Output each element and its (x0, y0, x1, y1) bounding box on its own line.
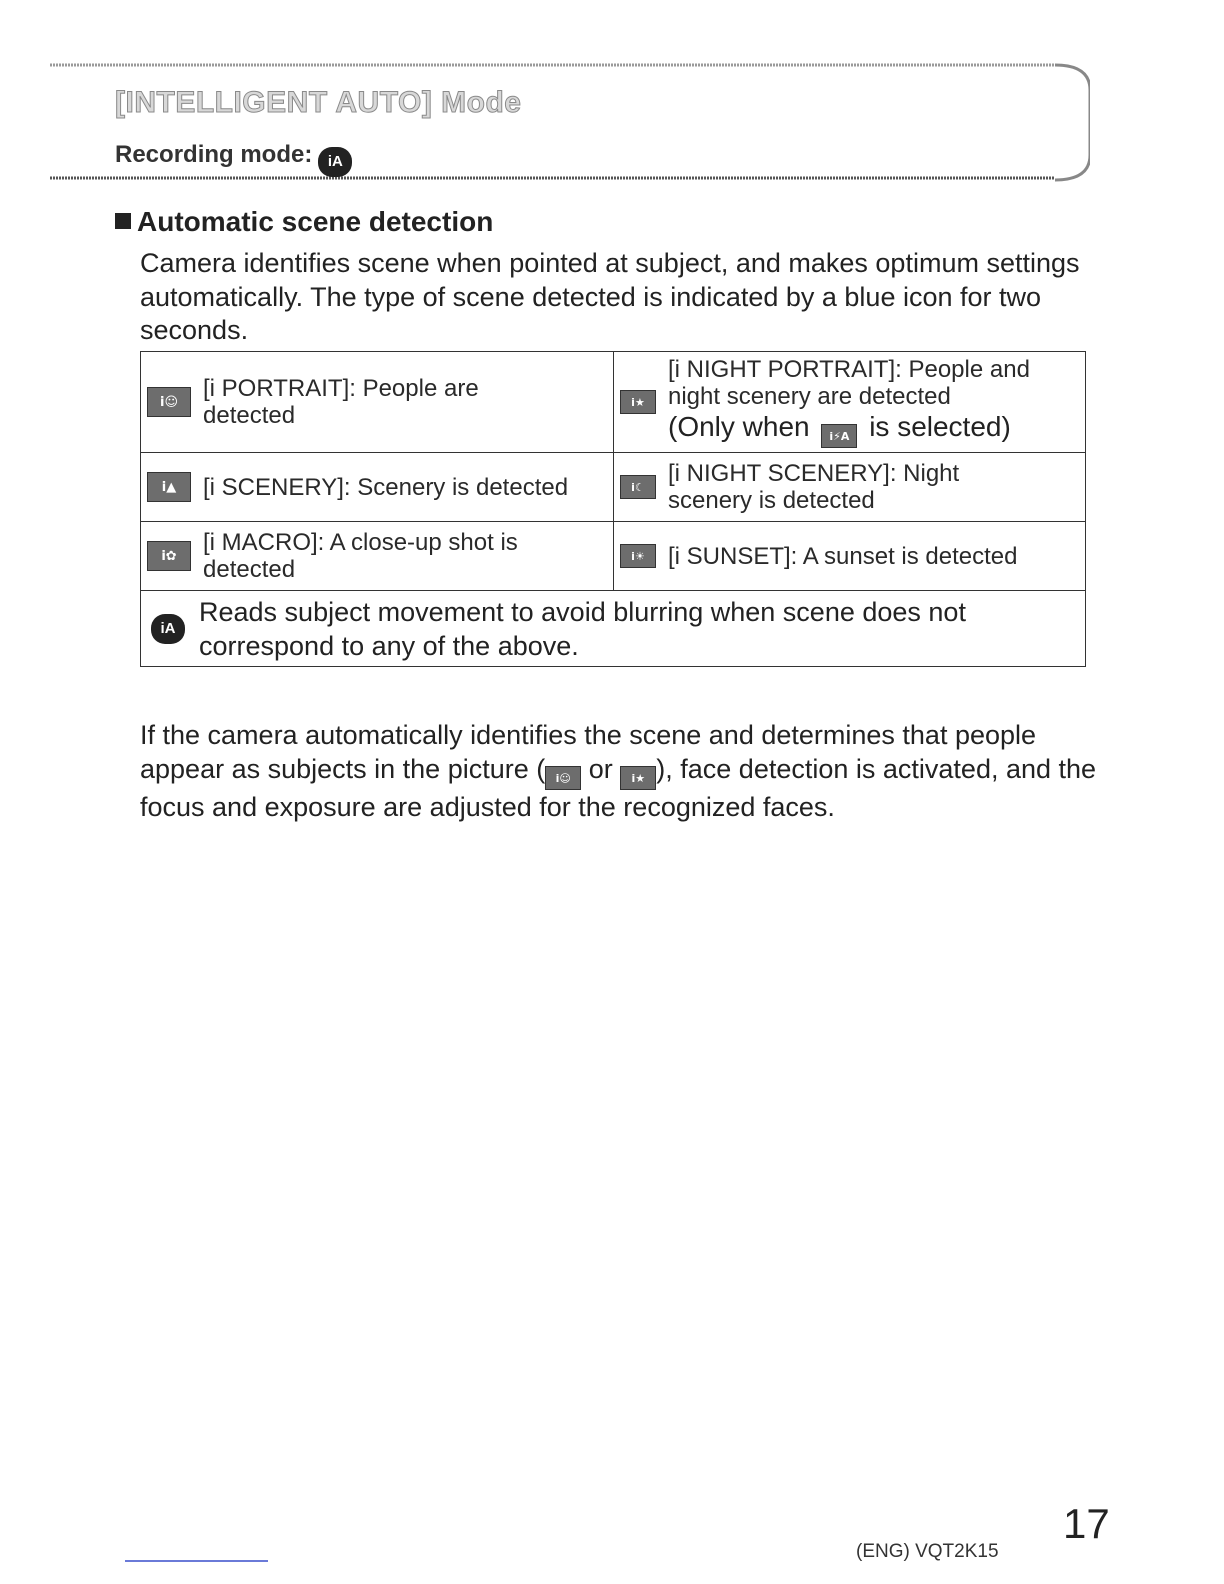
link-underline[interactable] (125, 1560, 268, 1562)
square-bullet-icon (115, 213, 131, 229)
night-portrait-note (668, 410, 1085, 448)
intelligent-auto-flash-icon: i⚡A (821, 424, 857, 448)
sunset-text: [i SUNSET]: A sunset is detected (668, 542, 1018, 570)
paragraph-part2: ), face detection is activated, and the focus and exposure are adjusted for the recognized faces. (140, 754, 1097, 822)
section-heading (115, 206, 493, 238)
table-cell (141, 352, 614, 453)
macro-text: [i MACRO]: A close-up shot is detected (203, 529, 518, 583)
sunset-scene-icon: i☀ (620, 544, 656, 568)
portrait-scene-icon: i☺ (545, 766, 581, 790)
table-cell (141, 522, 614, 591)
night-portrait-scene-icon: i★ (620, 390, 656, 414)
table-cell (614, 522, 1086, 591)
night-portrait-cell-text (668, 356, 1085, 448)
note-suffix: is selected) (869, 411, 1011, 442)
night-scenery-scene-icon: i☾ (620, 475, 656, 499)
fallback-text: Reads subject movement to avoid blurring when scene does not correspond to any of the above. (199, 596, 966, 661)
portrait-scene-icon: i☺ (147, 387, 191, 417)
intelligent-auto-icon: iA (318, 147, 352, 177)
page-number: 17 (1063, 1500, 1110, 1547)
paragraph-or: or (588, 754, 613, 784)
page-title: [INTELLIGENT AUTO] Mode (115, 86, 522, 119)
night-scenery-text: [i NIGHT SCENERY]: Night scenery is detected (668, 460, 960, 514)
table-cell (141, 453, 614, 522)
portrait-text: [i PORTRAIT]: People are detected (203, 375, 479, 429)
paragraph-part1: If the camera automatically identifies the scene and determines that people appear as subjects in the picture ( (140, 720, 1037, 784)
section-heading-text: Automatic scene detection (137, 206, 494, 237)
table-cell (614, 352, 1086, 453)
table-cell (614, 453, 1086, 522)
note-prefix: (Only when (668, 411, 810, 442)
intelligent-auto-icon: iA (151, 614, 185, 644)
table-cell (141, 591, 1086, 667)
scene-table (140, 351, 1086, 667)
document-code: (ENG) VQT2K15 (856, 1541, 999, 1562)
intro-text: Camera identifies scene when pointed at subject, and makes optimum settings automatically. The type of scene detected is indicated by a blue icon for two seconds. (140, 248, 1080, 345)
night-portrait-scene-icon: i★ (620, 766, 656, 790)
recording-mode-label: Recording mode: (115, 141, 313, 168)
macro-scene-icon: i✿ (147, 541, 191, 571)
face-detection-paragraph (140, 718, 1100, 824)
scenery-text: [i SCENERY]: Scenery is detected (203, 473, 569, 501)
recording-mode (115, 141, 352, 177)
night-portrait-text: [i NIGHT PORTRAIT]: People and night scenery are detected (668, 356, 1030, 410)
scenery-scene-icon: i▲ (147, 472, 191, 502)
